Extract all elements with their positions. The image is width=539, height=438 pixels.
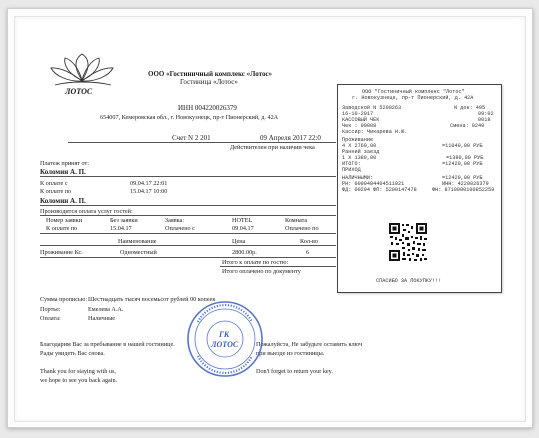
receipt-item-2-sum: =1380,00 РУБ bbox=[446, 155, 484, 161]
footer-en-line1: Thank you for staying with us, bbox=[40, 368, 116, 375]
receipt-rn: РН: 0000484404511021 bbox=[342, 181, 405, 187]
svg-text:ЛОТОС: ЛОТОС bbox=[211, 340, 239, 349]
receipt-shift: Смена: 0249 bbox=[450, 123, 485, 129]
payment-label: Оплата: bbox=[40, 315, 61, 322]
booking-cell-4: Оплачено по bbox=[285, 225, 319, 232]
booking-header-2: Заявка: bbox=[165, 217, 184, 224]
invoice-number: Счет N 2 201 bbox=[172, 134, 211, 142]
receipt-serial: Заводской N 5200263 bbox=[342, 105, 402, 111]
booking-header-3: HOTEL bbox=[232, 217, 253, 224]
receipt-shift-number: 0018 bbox=[478, 117, 491, 123]
footer-ru-right1: Пожалуйста, Не забудьте оставить ключ bbox=[256, 341, 363, 348]
item-price: 2800.00р. bbox=[232, 249, 257, 256]
inn: ИНН 004220026379 bbox=[178, 104, 237, 112]
pay-to-value: 15.04.17 10:00 bbox=[130, 188, 168, 195]
sum-words-value: Шестнадцать тысяч восемьсот рублей 00 копеек bbox=[88, 296, 216, 303]
receipt-total-value: =12420,00 РУБ bbox=[442, 161, 483, 167]
received-label: Платеж принят от: bbox=[40, 160, 89, 167]
svg-text:ГК: ГК bbox=[219, 330, 230, 339]
footer-en-line2: we hope to see you back again. bbox=[40, 377, 118, 384]
receipt-time: 09:02 bbox=[478, 111, 494, 117]
pay-to-label: К оплате по bbox=[40, 188, 72, 195]
lotos-logo-icon bbox=[45, 52, 120, 97]
receipt-date: 16-10-2017 bbox=[342, 111, 374, 117]
receipt-address: г. Новокузнецк, пр-т Пионерский, д. 42А bbox=[352, 95, 474, 101]
receipt-thanks: СПАСИБО ЗА ПОКУПКУ!!! bbox=[376, 278, 442, 284]
porter-label: Портье: bbox=[40, 306, 61, 313]
receipt-org: ООО "Гостиничный комплекс "Лотос" bbox=[362, 89, 465, 95]
items-header-qty: Кол-во bbox=[300, 238, 318, 245]
item-name: Проживание Кс. bbox=[40, 249, 83, 256]
booking-header-1: Без заявки bbox=[110, 217, 138, 224]
total-label: Итого к оплате по гостю: bbox=[222, 259, 289, 266]
receipt-check-number: Чек : 00008 bbox=[342, 123, 377, 129]
footer-en-right: Don't forget to return your key. bbox=[256, 368, 333, 375]
receipt-fd: ФД: 00294 ФП: 5200147478 bbox=[342, 187, 417, 193]
receipt-income: ПРИХОД bbox=[342, 167, 361, 173]
booking-cell-2: Оплачено с bbox=[165, 225, 195, 232]
receipt-inn: ИНН: 4220026379 bbox=[442, 181, 489, 187]
invoice-date: 09 Апреля 2017 22:0 bbox=[260, 134, 321, 142]
items-header-price: Цена bbox=[232, 238, 246, 245]
validity-note: Действителен при наличии чека bbox=[230, 144, 315, 151]
hotel-address: 654007, Кемеровская обл., г. Новокузнецк, пр-т Пионерский, д. 42А bbox=[100, 114, 279, 121]
payment-value: Наличные bbox=[88, 315, 115, 322]
cash-receipt bbox=[337, 84, 502, 293]
booking-cell-0: К оплате по bbox=[46, 225, 78, 232]
pay-from-label: К оплате с bbox=[40, 180, 68, 187]
services-label: Производится оплата услуг гостей: bbox=[40, 208, 133, 215]
receipt-item-1: Проживание bbox=[342, 137, 374, 143]
receipt-total-label: ИТОГО: bbox=[342, 161, 361, 167]
receipt-item-1-qty: 4 X 2760,00 bbox=[342, 143, 377, 149]
receipt-cash-label: НАЛИЧНЫМИ: bbox=[342, 175, 374, 181]
footer-ru-right2: при выезде из гостиницы. bbox=[256, 350, 325, 357]
pay-from-value: 09.04.17 22:01 bbox=[130, 180, 168, 187]
paid-label: Итого оплачено по документу bbox=[222, 268, 301, 275]
receipt-cash-value: =12420,00 РУБ bbox=[442, 175, 483, 181]
porter-value: Емелева А.А. bbox=[88, 306, 124, 313]
payer-name-2: Коломин А. П. bbox=[40, 197, 86, 205]
booking-header-4: Комната bbox=[285, 217, 308, 224]
receipt-doc-number: N док: 495 bbox=[454, 105, 486, 111]
receipt-qr-code-icon bbox=[388, 222, 428, 262]
receipt-item-2-qty: 1 X 1380,00 bbox=[342, 155, 377, 161]
receipt-item-1-sum: =11040,00 РУБ bbox=[442, 143, 483, 149]
svg-text:ЛОТОС: ЛОТОС bbox=[65, 87, 93, 96]
booking-cell-3: 09.04.17 bbox=[232, 225, 254, 232]
receipt-fn: ФН: 8710000100852259 bbox=[432, 187, 495, 193]
items-header-name: Наименование bbox=[118, 238, 157, 245]
booking-cell-1: 15.04.17 bbox=[110, 225, 132, 232]
footer-ru-line2: Рады увидеть Вас снова. bbox=[40, 350, 105, 357]
footer-ru-line1: Благодарим Вас за пребывание в нашей гостинице. bbox=[40, 341, 175, 348]
receipt-type: КАССОВЫЙ ЧЕК bbox=[342, 117, 380, 123]
item-qty: 6 bbox=[306, 249, 310, 256]
organization-name: ООО «Гостиничный комплекс «Лотос» bbox=[148, 70, 273, 78]
item-room-type: Одноместный bbox=[120, 249, 157, 256]
receipt-item-2: Ранний заезд bbox=[342, 149, 380, 155]
booking-header-0: Номер заявки bbox=[46, 217, 83, 224]
hotel-stamp bbox=[186, 300, 264, 378]
receipt-cashier: Кассир: Чикарева Н.Ю. bbox=[342, 129, 408, 135]
payer-name: Коломин А. П. bbox=[40, 168, 86, 176]
hotel-name: Гостиница «Лотос» bbox=[180, 78, 238, 86]
sum-words-label: Сумма прописью: bbox=[40, 296, 88, 303]
